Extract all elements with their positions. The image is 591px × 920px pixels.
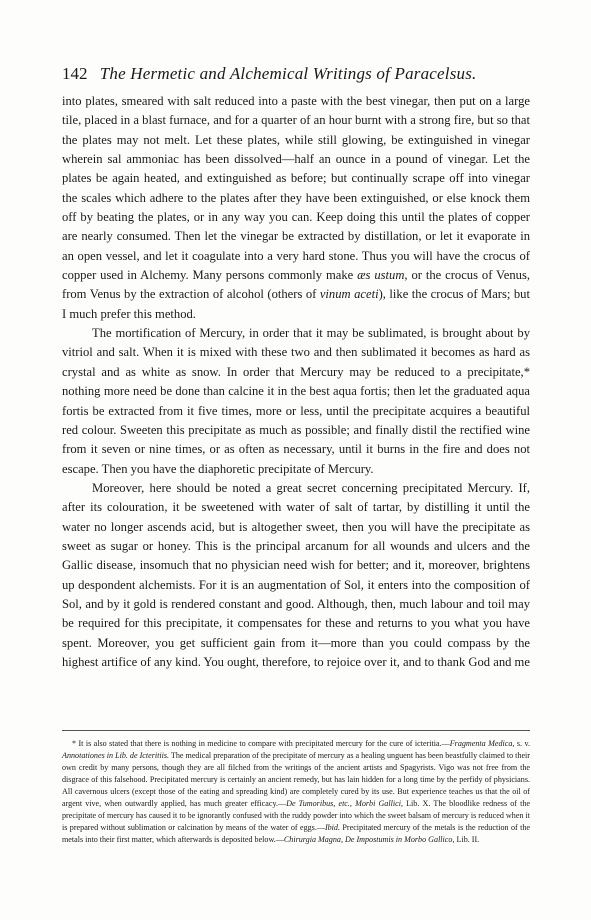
running-header xyxy=(62,64,532,84)
paragraph-mortification-of-mercury: The mortification of Mercury, in order that it may be sublimated, is brought about by vitriol and salt. When it is mixed with these two and then sublimated it becomes as hard as crystal and as white as snow. In order that Mercury may be reduced to a precipitate,* nothing more need be done than calcine it in the best aqua fortis; then let the graduated aqua fortis be extracted from it five times, more or less, until the precipitate acquires a beautiful red colour. Sweeten this precipitate as much as possible; and finally distil the rectified wine from it seven or nine times, or as often as necessary, until it burns in the fire and does not escape. Then you have the diaphoretic precipitate of Mercury. xyxy=(62,326,530,476)
running-title: The Hermetic and Alchemical Writings of Paracelsus. xyxy=(99,64,477,83)
footnote-divider xyxy=(62,730,530,731)
footnote xyxy=(62,738,530,846)
page-number: 142 xyxy=(62,64,88,83)
footnote-text: * It is also stated that there is nothing in medicine to compare with precipitated mercury for the cure of icteritia.—Fragmenta Medica, s. v. Annotationes in Lib. de Icteritiis. The medical preparation of the precipitate of mercury as a healing unguent has been beastfully claimed to their own credit by many persons, though they are all filched from the writings of the ancient artists and Spagyrists. Vigo was not free from the disgrace of this falsehood. Precipitated mercury is certainly an ancient remedy, but has lain hidden for a long time by the perfidy of physicians. All cavernous ulcers (except those of the eating and spreading kind) are completely cured by its use. But experience teaches us that the oil of argent vive, when outwardly applied, has much greater efficacy.—De Tumoribus, etc., Morbi Gallici, Lib. X. The bloodlike redness of the precipitate of mercury has caused it to be ignorantly confused with the ruddy powder into which the sweet balsam of mercury is reduced when it is prepared without sublimation or calcination by means of the water of eggs.—Ibid. Precipitated mercury of the metals is the reduction of the metals into their first matter, which afterwards is deposited below.—Chirurgia Magna, De Impostumis in Morbo Gallico, Lib. II. xyxy=(62,739,531,844)
main-text xyxy=(62,92,530,672)
paragraph-crocus-of-copper: into plates, smeared with salt reduced into a paste with the best vinegar, then put on a large tile, placed in a blast furnace, and for a quarter of an hour burnt with a strong fire, but so that the plates may not melt. Let these plates, while still glowing, be extinguished in vinegar wherein sal ammoniac has been dissolved—half an ounce in a pound of vinegar. Let the plates be again heated, and extinguished as before; but continually scrape off into vinegar the scales which adhere to the plates after they have been extinguished, or else knock them off by beating the plates, or in any way you can. Keep doing this until the plates of copper are nearly consumed. Then let the vinegar be extracted by distillation, or let it evaporate in an open vessel, and let it coagulate into a very hard stone. Thus you will have the crocus of copper used in Alchemy. Many persons commonly make æs ustum, or the crocus of Venus, from Venus by the extraction of alcohol (others of vinum aceti), like the crocus of Mars; but I much prefer this method. xyxy=(62,94,530,321)
paragraph-precipitated-mercury-secret: Moreover, here should be noted a great secret concerning precipitated Mercury. If, after its colouration, it be sweetened with water of salt of tartar, by distilling it until the water no longer ascends acid, but is altogether sweet, then you will have the precipitate as sweet as sugar or honey. This is the principal arcanum for all wounds and ulcers and the Gallic disease, insomuch that no physician need wish for better; and it, moreover, brightens up despondent alchemists. For it is an augmentation of Sol, it enters into the composition of Sol, and by it gold is rendered constant and good. Although, then, much labour and toil may be required for this precipitate, it compensates for these and returns to you what you have spent. Moreover, you get sufficient gain from it—more than you could compass by the highest artifice of any kind. You ought, therefore, to rejoice over it, and to thank God and me xyxy=(62,480,530,669)
